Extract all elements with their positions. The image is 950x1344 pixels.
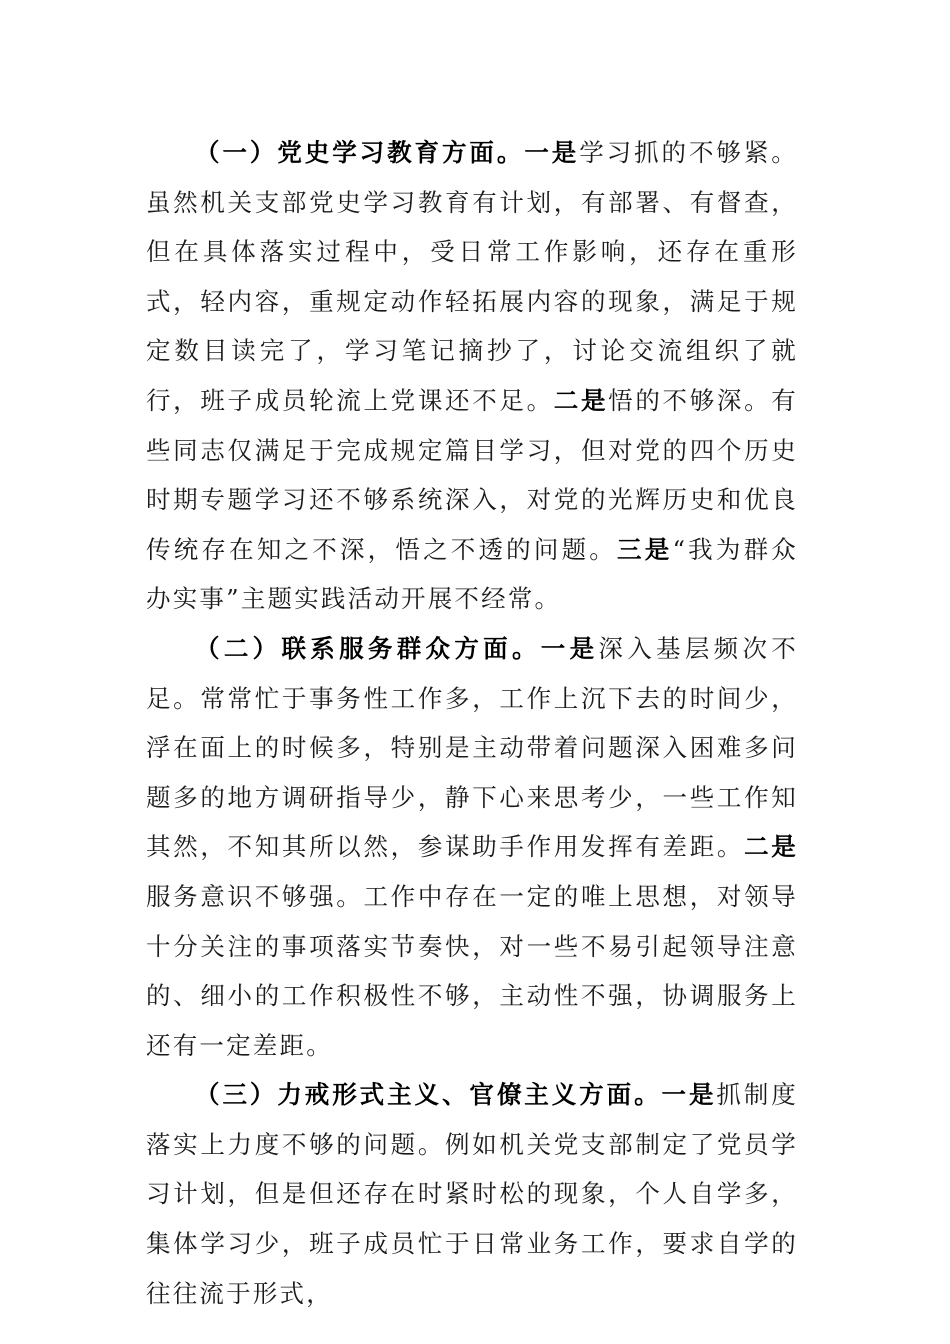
point-marker: 二是	[744, 832, 798, 862]
section-heading: （一）党史学习教育方面。	[195, 138, 525, 167]
section-party-history	[146, 128, 798, 624]
point-marker: 一是	[661, 1080, 717, 1110]
body-text: 悟的不够深。有些同志仅满足于完成规定篇目学习，但对党的四个历史时期专题学习还不够系统深入，对党的光辉历史和优良传统存在知之不深，悟之不透的问题。	[146, 385, 798, 564]
point-marker: 一是	[524, 138, 580, 167]
section-heading: （二）联系服务群众方面。	[195, 633, 541, 663]
document-body	[146, 128, 798, 1318]
point-marker: 二是	[553, 385, 609, 415]
section-formalism-bureaucracy	[146, 1070, 798, 1318]
body-text: “我为群众办实事”主题实践活动开展不经常。	[146, 534, 798, 614]
body-text: 深入基层频次不足。常常忙于事务性工作多，工作上沉下去的时间少，浮在面上的时候多，特别是主动带着问题深入困难多问题多的地方调研指导少，静下心来思考少，一些工作知其然，不知其所以然，参谋助手作用发挥有差距。	[146, 633, 799, 862]
body-text: 学习抓的不够紧。虽然机关支部党史学习教育有计划，有部署、有督查，但在具体落实过程中，受日常工作影响，还存在重形式，轻内容，重规定动作轻拓展内容的现象，满足于规定数目读完了，学习笔记摘抄了，讨论交流组织了就行，班子成员轮流上党课还不足。	[146, 138, 798, 415]
point-marker: 三是	[617, 534, 673, 564]
section-heading: （三）力戒形式主义、官僚主义方面。	[195, 1080, 662, 1110]
body-text: 服务意识不够强。工作中存在一定的唯上思想，对领导十分关注的事项落实节奏快，对一些不易引起领导注意的、细小的工作积极性不够，主动性不强，协调服务上还有一定差距。	[146, 881, 798, 1060]
point-marker: 一是	[540, 633, 599, 663]
section-serving-masses	[146, 624, 798, 1070]
body-text: 抓制度落实上力度不够的问题。例如机关党支部制定了党员学习计划，但是但还存在时紧时松的现象，个人自学多，集体学习少，班子成员忙于日常业务工作，要求自学的往往流于形式，	[146, 1080, 798, 1308]
